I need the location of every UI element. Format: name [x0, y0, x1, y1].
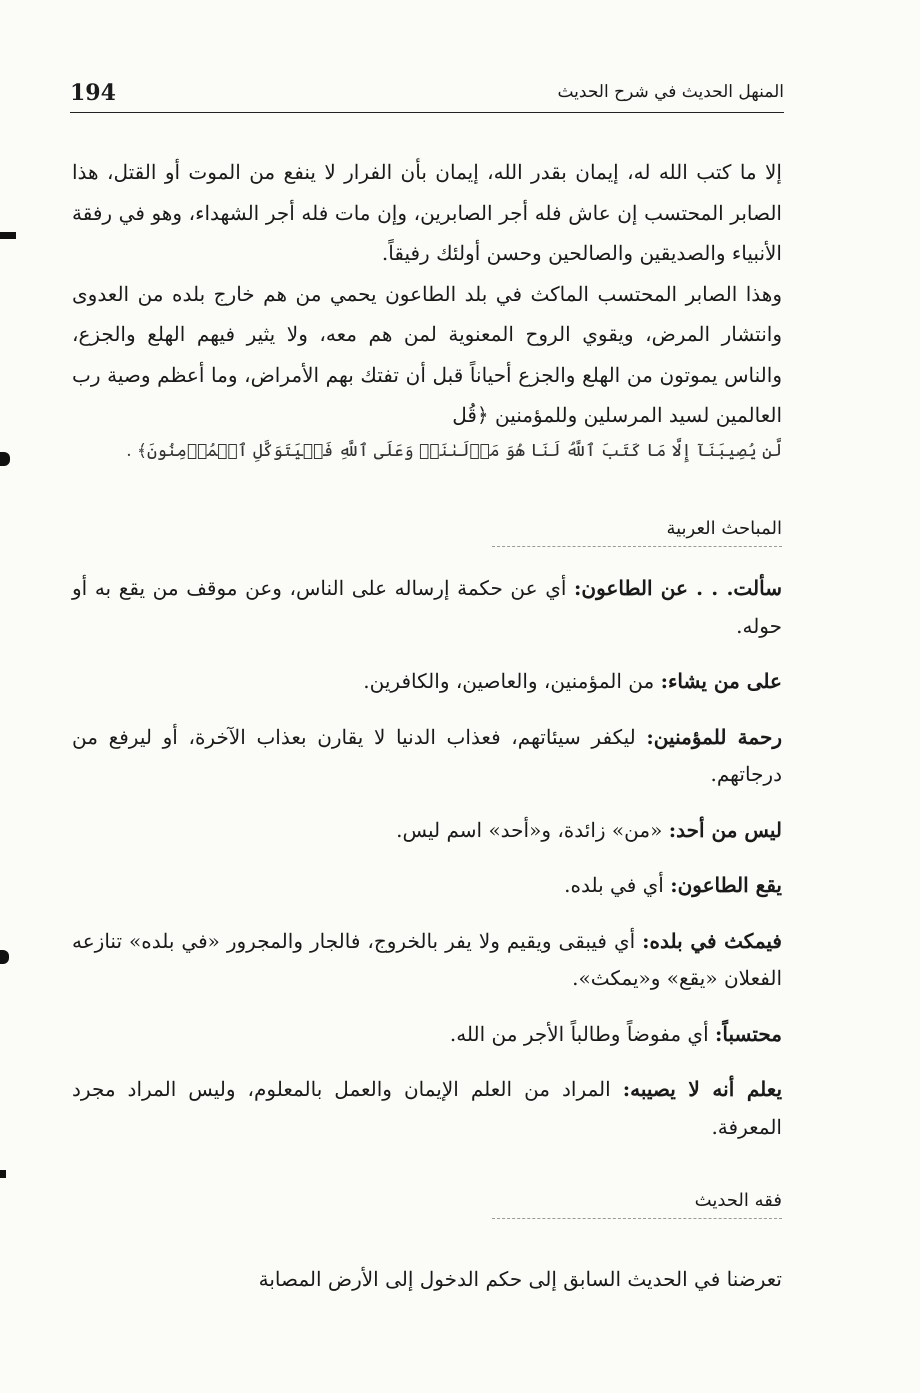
- definition-term: على من يشاء:: [660, 669, 782, 693]
- scan-edge-mark: [0, 232, 16, 239]
- definition-term: يقع الطاعون:: [670, 873, 782, 897]
- definition-text: «من» زائدة، و«أحد» اسم ليس.: [396, 817, 669, 842]
- definition-term: محتسباً:: [714, 1021, 782, 1046]
- section-heading-fiqh: فقه الحديث: [492, 1188, 782, 1219]
- definition-term: ليس من أحد:: [668, 817, 782, 842]
- definition-item: [72, 812, 782, 850]
- definition-item: [72, 663, 782, 701]
- definition-term: فيمكث في بلده:: [642, 928, 782, 953]
- definition-text: من المؤمنين، والعاصين، والكافرين.: [363, 669, 661, 693]
- definition-item: [72, 923, 782, 998]
- definitions-list: [72, 570, 782, 1164]
- scan-edge-mark: [0, 1170, 6, 1178]
- scan-edge-mark: [0, 950, 9, 964]
- header-rule: [70, 112, 784, 113]
- paragraph-2: وهذا الصابر المحتسب الماكث في بلد الطاعون يحمي من هم خارج بلده من العدوى وانتشار المرض، ويقوي الروح المعنوية لمن هم معه، ولا يثير فيهم الهلع والجزع، والناس يموتون من الهلع والجزع أحياناً قبل أن تفتك بهم الأمراض، وما أعظم وصية رب العالمين لسيد المرسلين وللمؤمنين ﴿قُل: [72, 281, 782, 427]
- definition-term: رحمة للمؤمنين:: [646, 724, 782, 749]
- page-header: [70, 80, 784, 112]
- definition-term: سألت. . . عن الطاعون:: [574, 576, 782, 600]
- definition-term: يعلم أنه لا يصيبه:: [622, 1077, 783, 1101]
- definition-text: أي عن حكمة إرساله على الناس، وعن موقف من يقع به أو حوله.: [72, 576, 782, 638]
- definition-item: [72, 719, 782, 794]
- paragraph-1: إلا ما كتب الله له، إيمان بقدر الله، إيمان بأن الفرار لا ينفع من الموت أو القتل، هذا الصابر المحتسب إن عاش فله أجر الصابرين، وإن مات فله أجر الشهداء، وهو في رفقة الأنبياء والصديقين والصالحين وحسن أولئك رفيقاً.: [72, 160, 782, 265]
- definition-item: [72, 1071, 782, 1146]
- section-heading-arabic-studies: المباحث العربية: [492, 516, 782, 547]
- definition-text: أي مفوضاً وطالباً الأجر من الله.: [449, 1021, 715, 1046]
- scan-edge-mark: [0, 452, 10, 466]
- quran-verse: لَّن يُصِيبَنَآ إِلَّا مَا كَتَبَ ٱللَّهُ لَنَا هُوَ مَوۡلَىٰنَاۚ وَعَلَى ٱللَّهِ فَلۡيَتَوَكَّلِ ٱلۡمُؤۡمِنُونَ﴾ .: [126, 440, 782, 461]
- definition-text: أي فيبقى ويقيم ولا يفر بالخروج، فالجار والمجرور «في بلده» تنازعه الفعلان «يقع» و«يمكث».: [72, 928, 782, 990]
- running-title: المنهل الحديث في شرح الحديث: [557, 82, 784, 102]
- definition-text: المراد من العلم الإيمان والعمل بالمعلوم، وليس المراد مجرد المعرفة.: [72, 1077, 782, 1139]
- fiqh-paragraph: تعرضنا في الحديث السابق إلى حكم الدخول إلى الأرض المصابة: [258, 1267, 782, 1291]
- page-number: 194: [70, 80, 116, 106]
- definition-text: أي في بلده.: [564, 873, 671, 897]
- definition-item: [72, 570, 782, 645]
- definition-item: [72, 1016, 782, 1054]
- intro-text: [72, 152, 782, 466]
- definition-item: [72, 867, 782, 905]
- definition-text: ليكفر سيئاتهم، فعذاب الدنيا لا يقارن بعذاب الآخرة، أو ليرفع من درجاتهم.: [72, 724, 782, 786]
